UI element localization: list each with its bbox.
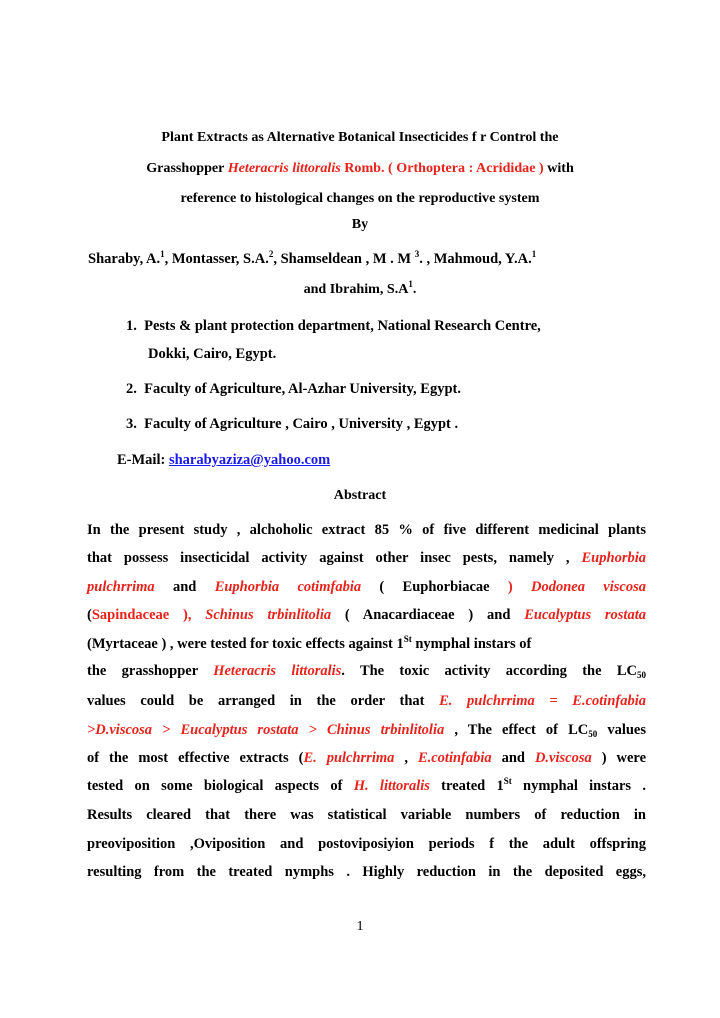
email-link[interactable]: sharabyaziza@yahoo.com xyxy=(168,452,331,468)
abstract-line-11: Results cleared that there was statistical variable numbers of reduction in xyxy=(87,807,646,823)
abstract-line-6: the grasshopper Heteracris littoralis. The toxic activity according the $LC_{50}$ xyxy=(87,663,646,680)
abstract-line-1: In the present study , alchoholic extract 85 % of five different medicinal plants xyxy=(87,522,646,538)
page-number: 1 xyxy=(356,918,364,934)
email-line: E-Mail: sharabyaziza@yahoo.com xyxy=(117,452,331,468)
abstract-heading: Abstract xyxy=(333,487,387,503)
abstract-line-5: (Myrtaceae ) , were tested for toxic effects against 1St nymphal instars of xyxy=(87,634,532,652)
abstract-line-13: resulting from the treated nymphs . Highly reduction in the deposited eggs, xyxy=(87,864,646,880)
affiliation-1: 1. Pests & plant protection department, National Research Centre, xyxy=(126,318,541,334)
title-line-1: Plant Extracts as Alternative Botanical Insecticides f r Control the xyxy=(161,129,559,145)
abstract-line-12: preoviposition ,Oviposition and postoviposiyion periods f the adult offspring xyxy=(87,836,646,852)
authors-line-1: Sharaby, A.$^1$, Montasser, S.A.$^2$, Shamseldean , M . M $^3$. , Mahmoud, Y.A.$^1$ xyxy=(88,249,537,267)
affiliation-1-cont: Dokki, Cairo, Egypt. xyxy=(148,346,277,362)
abstract-line-3: pulchrrima and Euphorbia cotimfabia ( Euphorbiacae ) Dodonea viscosa xyxy=(87,579,646,595)
abstract-line-10: tested on some biological aspects of H. littoralis treated 1St nymphal instars . xyxy=(87,776,646,794)
abstract-line-8: >D.viscosa > Eucalyptus rostata > Chinus trbinlitolia , The effect of $LC_{50}$ values xyxy=(87,722,646,739)
authors-line-2: and Ibrahim, $S.A^1$. xyxy=(303,279,417,297)
title-line-2: Grasshopper Heteracris littoralis Romb. ( Orthoptera : Acrididae ) with xyxy=(146,160,574,176)
by-line: By xyxy=(351,216,369,232)
title-line-3: reference to histological changes on the reproductive system xyxy=(180,190,540,206)
species-name: Heteracris littoralis xyxy=(227,160,341,176)
affiliation-2: 2. Faculty of Agriculture, Al-Azhar University, Egypt. xyxy=(126,381,461,397)
abstract-line-7: values could be arranged in the order that E. pulchrrima = E.cotinfabia xyxy=(87,693,646,709)
abstract-line-4: (Sapindaceae ), Schinus trbinlitolia ( Anacardiaceae ) and Eucalyptus rostata xyxy=(87,607,646,623)
abstract-line-9: of the most effective extracts (E. pulchrrima , E.cotinfabia and D.viscosa ) were xyxy=(87,750,647,766)
abstract-line-2: that possess insecticidal activity against other insec pests, namely , Euphorbia xyxy=(87,550,646,566)
affiliation-3: 3. Faculty of Agriculture , Cairo , University , Egypt . xyxy=(126,416,459,432)
